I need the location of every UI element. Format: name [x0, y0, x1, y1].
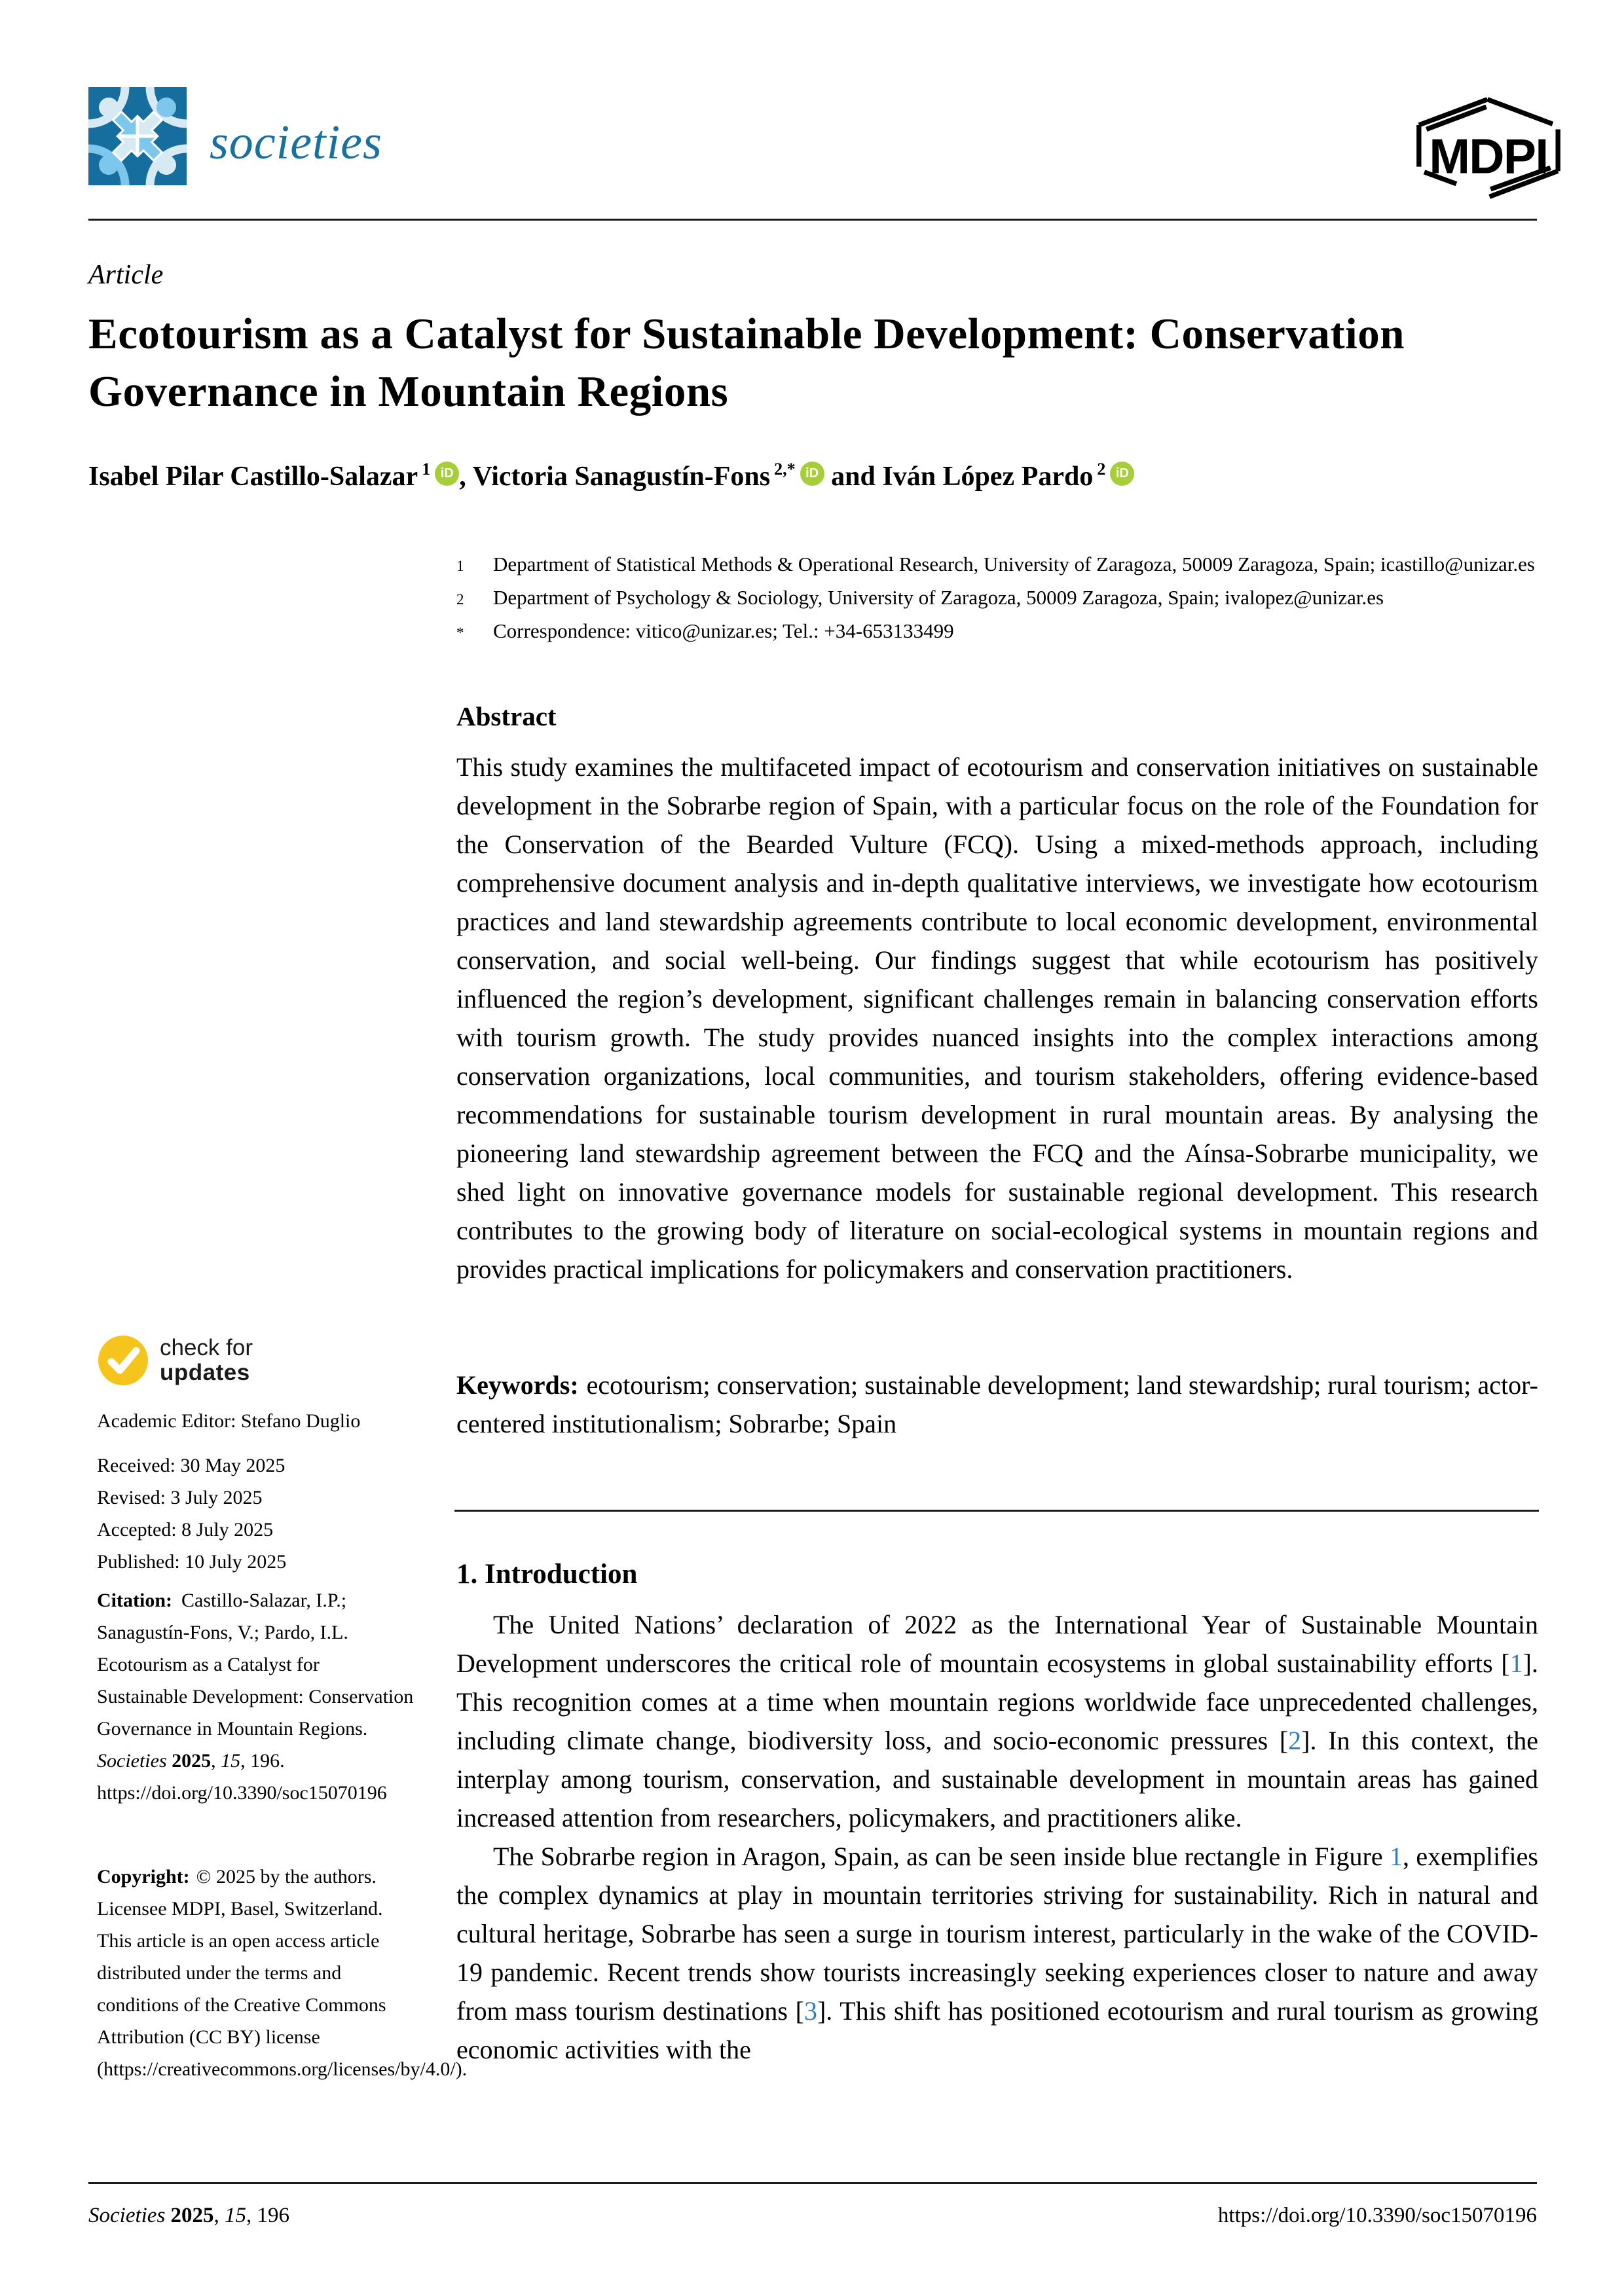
copyright-text: © 2025 by the authors. Licensee MDPI, Basel, Switzerland. This article is an open access article distributed under the terms and conditions of the Creative Commons Attribution (CC BY) license (https://creativecommons.org/licenses/by/4.0/).: [97, 1866, 468, 2080]
published-date: Published: 10 July 2025: [97, 1551, 287, 1573]
paragraph-text: ]. This shift has positioned ecotourism and rural tourism as growing economic activities with the: [456, 1996, 1538, 2064]
reference-link-1[interactable]: 1: [1509, 1649, 1523, 1678]
footer-year: 2025: [170, 2204, 214, 2227]
citation-text: Castillo-Salazar, I.P.; Sanagustín-Fons, V.; Pardo, I.L. Ecotourism as a Catalyst for Sustainable Development: Conservation Governance in Mountain Regions.: [97, 1590, 414, 1740]
paragraph-text: The Sobrarbe region in Aragon, Spain, as can be seen inside blue rectangle in Figure: [493, 1842, 1390, 1871]
affiliation-marker: 1: [456, 558, 464, 574]
citation-volume: 15: [221, 1750, 241, 1772]
check-for-label: check for: [160, 1335, 253, 1360]
copyright-label: Copyright:: [97, 1866, 190, 1887]
footer-journal-reference: [88, 2204, 289, 2228]
correspondence-marker: *: [456, 625, 464, 641]
orcid-icon[interactable]: iD: [435, 462, 459, 486]
footer-divider: [88, 2182, 1537, 2184]
author-name: Isabel Pilar Castillo-Salazar: [88, 462, 418, 492]
author-name: Victoria Sanagustín-Fons: [472, 462, 771, 492]
affiliation-text: Department of Statistical Methods & Operational Research, University of Zaragoza, 50009 Zaragoza, Spain; icastillo@unizar.es: [493, 553, 1535, 575]
author-line: [88, 450, 1536, 496]
keywords-divider: [454, 1510, 1539, 1512]
received-date: Received: 30 May 2025: [97, 1455, 286, 1476]
citation-text: ,: [211, 1750, 221, 1772]
updates-label: updates: [160, 1360, 250, 1385]
affiliation-marker: 2: [456, 591, 464, 608]
author-separator: and: [824, 462, 883, 492]
author-affiliation-marker: 2: [1097, 460, 1106, 479]
article-type-label: Article: [88, 260, 164, 290]
orcid-icon[interactable]: iD: [1110, 462, 1134, 486]
figure-1-link[interactable]: 1: [1389, 1842, 1403, 1871]
check-for-updates-badge[interactable]: [97, 1334, 253, 1387]
footer-separator: ,: [213, 2204, 225, 2227]
paragraph-text: ]. This recognition comes at a time when mountain regions worldwide face unprecedented challenges, including climate change, biodiversity loss, and socio-economic pressures [: [456, 1649, 1538, 1755]
abstract-heading: Abstract: [456, 701, 557, 731]
intro-paragraph-1: [456, 1605, 1538, 1837]
correspondence-text: Correspondence: vitico@unizar.es; Tel.: +34-653133499: [493, 619, 954, 642]
affiliation-item: [456, 582, 1537, 615]
copyright-block: [97, 1861, 468, 2085]
orcid-icon[interactable]: iD: [800, 462, 824, 486]
footer-volume: 15: [225, 2204, 247, 2227]
societies-logo: [88, 87, 187, 185]
crossmark-icon: [97, 1334, 149, 1387]
revised-date: Revised: 3 July 2025: [97, 1487, 263, 1508]
citation-year: 2025: [172, 1750, 212, 1772]
affiliation-item: [456, 549, 1537, 582]
reference-link-3[interactable]: 3: [803, 1996, 817, 2026]
keywords-label: Keywords:: [456, 1370, 579, 1400]
citation-doi: , 196. https://doi.org/10.3390/soc15070196: [97, 1750, 387, 1804]
mdpi-logo: [1392, 92, 1585, 202]
article-history: [97, 1449, 424, 1578]
academic-editor: Academic Editor: Stefano Duglio: [97, 1410, 361, 1432]
header-divider: [88, 219, 1537, 221]
intro-paragraph-2: [456, 1837, 1538, 2069]
journal-name: societies: [210, 116, 382, 170]
paragraph-text: , exemplifies the complex dynamics at play in mountain territories striving for sustainability. Rich in natural and cultural heritage, Sobrarbe has seen a surge in tourism interest, particularly in the wake of the COVID-19 pandemic. Recent trends show tourists increasingly seeking experiences closer to nature and away from mass tourism destinations [: [456, 1842, 1538, 2026]
check-for-updates-text: [160, 1336, 253, 1385]
citation-block: [97, 1584, 415, 1809]
accepted-date: Accepted: 8 July 2025: [97, 1519, 274, 1540]
citation-journal: Societies: [97, 1750, 172, 1772]
section-heading-introduction: 1. Introduction: [456, 1559, 638, 1590]
paragraph-text: The United Nations’ declaration of 2022 as the International Year of Sustainable Mountain Development underscores the critical role of mountain ecosystems in global sustainability efforts [: [456, 1610, 1538, 1678]
mdpi-wordmark: MDPI: [1429, 128, 1548, 184]
keywords-text: ecotourism; conservation; sustainable development; land stewardship; rural tourism; actor-centered institutionalism; Sobrarbe; Spain: [456, 1370, 1538, 1438]
footer-doi-link[interactable]: https://doi.org/10.3390/soc15070196: [1217, 2204, 1537, 2227]
introduction-body: [456, 1605, 1538, 2069]
citation-label: Citation:: [97, 1590, 172, 1611]
affiliation-item: [456, 615, 1537, 649]
author-affiliation-marker: 2,*: [774, 460, 796, 479]
paragraph-text: ]. In this context, the interplay among tourism, conservation, and sustainable development in mountain areas has gained increased attention from researchers, policymakers, and practitioners alike.: [456, 1726, 1538, 1832]
abstract-text: This study examines the multifaceted impact of ecotourism and conservation initiatives on sustainable development in the Sobrarbe region of Spain, with a particular focus on the role of the Foundation for the Conservation of the Bearded Vulture (FCQ). Using a mixed-methods approach, including comprehensive document analysis and in-depth qualitative interviews, we investigate how ecotourism practices and land stewardship agreements contribute to local economic development, environmental conservation, and social well-being. Our findings suggest that while ecotourism has positively influenced the region’s development, significant challenges remain in balancing conservation efforts with tourism growth. The study provides nuanced insights into the complex interactions among conservation organizations, local communities, and tourism stakeholders, offering evidence-based recommendations for sustainable tourism development in rural mountain areas. By analysing the pioneering land stewardship agreement between the FCQ and the Aínsa-Sobrarbe municipality, we shed light on innovative governance models for sustainable regional development. This research contributes to the growing body of literature on social-ecological systems in mountain regions and provides practical implications for policymakers and conservation practitioners.: [456, 752, 1538, 1284]
keywords-block: [456, 1366, 1538, 1443]
societies-logo-graphic: [88, 87, 187, 185]
author-name: Iván López Pardo: [882, 462, 1094, 492]
reference-link-2[interactable]: 2: [1288, 1726, 1302, 1755]
footer-journal: Societies: [88, 2204, 171, 2227]
affiliations: [456, 549, 1537, 649]
page-title: Ecotourism as a Catalyst for Sustainable Development: Conservation Governance in Mountain Regions: [88, 310, 1405, 416]
author-separator: ,: [459, 462, 473, 492]
footer-page-number: , 196: [246, 2204, 290, 2227]
affiliation-text: Department of Psychology & Sociology, University of Zaragoza, 50009 Zaragoza, Spain; ivalopez@unizar.es: [493, 586, 1384, 609]
author-affiliation-marker: 1: [422, 460, 431, 479]
